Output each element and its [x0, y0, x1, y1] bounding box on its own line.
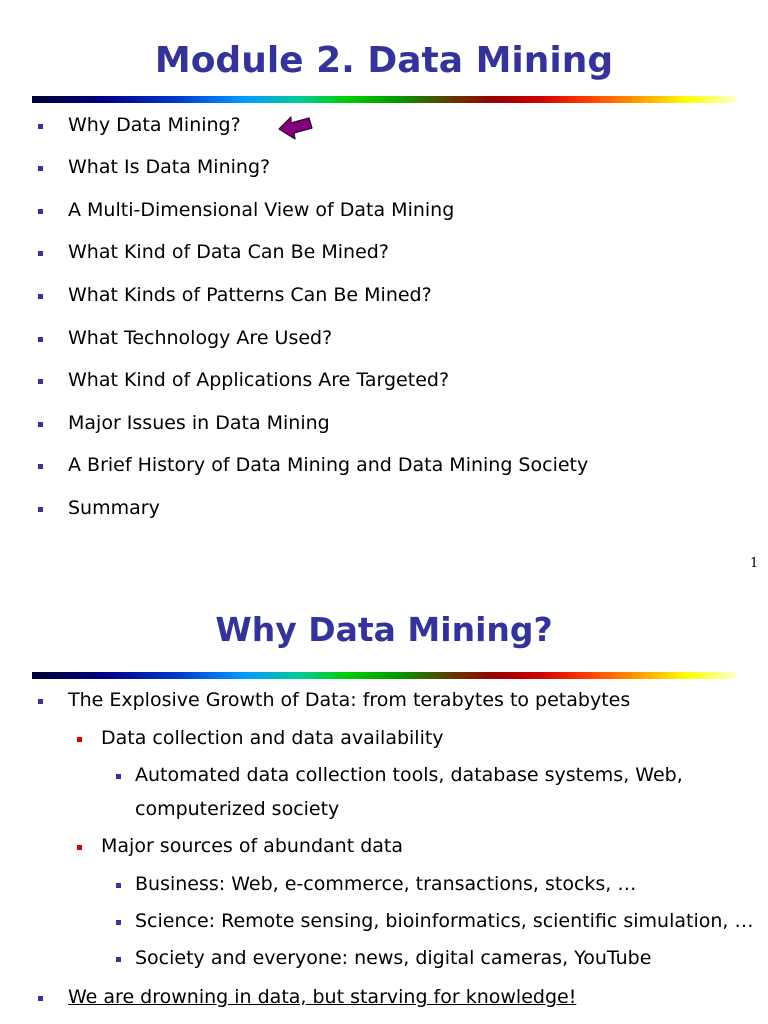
- slide-2-title: Why Data Mining?: [215, 610, 553, 649]
- title-divider: [32, 96, 736, 103]
- toc-item: [0, 453, 768, 479]
- bullet-icon: [77, 845, 82, 850]
- bullet-icon: [38, 379, 43, 384]
- bullet-item: [0, 688, 768, 714]
- bullet-icon: [38, 464, 43, 469]
- bullet-icon: [116, 957, 121, 962]
- conclusion-text: We are drowning in data, but starving for knowledge!: [68, 986, 577, 1008]
- toc-item: [0, 411, 768, 437]
- bullet-icon: [38, 337, 43, 342]
- slide-2: [0, 580, 768, 1024]
- toc-item: [0, 240, 768, 266]
- bullet-icon: [77, 737, 82, 742]
- bullet-text: Business: Web, e-commerce, transactions, stocks, …: [135, 873, 637, 895]
- bullet-continuation: [0, 797, 768, 823]
- toc-item-label: A Brief History of Data Mining and Data Mining Society: [68, 454, 589, 476]
- bullet-text: The Explosive Growth of Data: from terabytes to petabytes: [68, 689, 631, 711]
- sub-sub-bullet-item: [0, 763, 768, 789]
- bullet-icon: [38, 251, 43, 256]
- sub-sub-bullet-item: [0, 909, 768, 935]
- bullet-icon: [38, 699, 43, 704]
- left-arrow-icon: [276, 112, 316, 142]
- slide-1-title: Module 2. Data Mining: [154, 40, 614, 81]
- toc-item-label: What Kind of Data Can Be Mined?: [68, 241, 389, 263]
- toc-item: [0, 368, 768, 394]
- toc-item: [0, 198, 768, 224]
- title-divider: [32, 672, 736, 679]
- bullet-text: Data collection and data availability: [101, 727, 444, 749]
- bullet-icon: [116, 774, 121, 779]
- bullet-icon: [38, 996, 43, 1001]
- toc-item-label: A Multi-Dimensional View of Data Mining: [68, 199, 455, 221]
- bullet-icon: [38, 166, 43, 171]
- bullet-icon: [38, 209, 43, 214]
- bullet-text: Automated data collection tools, database systems, Web,: [135, 764, 683, 786]
- toc-item: [0, 496, 768, 522]
- toc-item-label: What Kinds of Patterns Can Be Mined?: [68, 284, 432, 306]
- bullet-text: Major sources of abundant data: [101, 835, 403, 857]
- page-number: 1: [750, 556, 759, 571]
- sub-bullet-item: [0, 834, 768, 860]
- toc-item-label: What Kind of Applications Are Targeted?: [68, 369, 450, 391]
- sub-sub-bullet-item: [0, 946, 768, 972]
- toc-item-label: Why Data Mining?: [68, 114, 241, 136]
- sub-bullet-item: [0, 726, 768, 752]
- bullet-icon: [38, 422, 43, 427]
- bullet-text: Society and everyone: news, digital cameras, YouTube: [135, 947, 652, 969]
- bullet-item: [0, 985, 768, 1011]
- bullet-text: Science: Remote sensing, bioinformatics, scientific simulation, …: [135, 910, 754, 932]
- bullet-icon: [38, 507, 43, 512]
- toc-item-label: Summary: [68, 497, 160, 519]
- bullet-icon: [38, 294, 43, 299]
- toc-item-label: Major Issues in Data Mining: [68, 412, 330, 434]
- bullet-icon: [116, 920, 121, 925]
- toc-item: [0, 283, 768, 309]
- bullet-icon: [116, 883, 121, 888]
- toc-item: [0, 113, 768, 139]
- toc-item: [0, 326, 768, 352]
- toc-item-label: What Is Data Mining?: [68, 156, 271, 178]
- toc-item-label: What Technology Are Used?: [68, 327, 333, 349]
- bullet-text: computerized society: [135, 798, 340, 820]
- sub-sub-bullet-item: [0, 872, 768, 898]
- toc-item: [0, 155, 768, 181]
- bullet-icon: [38, 124, 43, 129]
